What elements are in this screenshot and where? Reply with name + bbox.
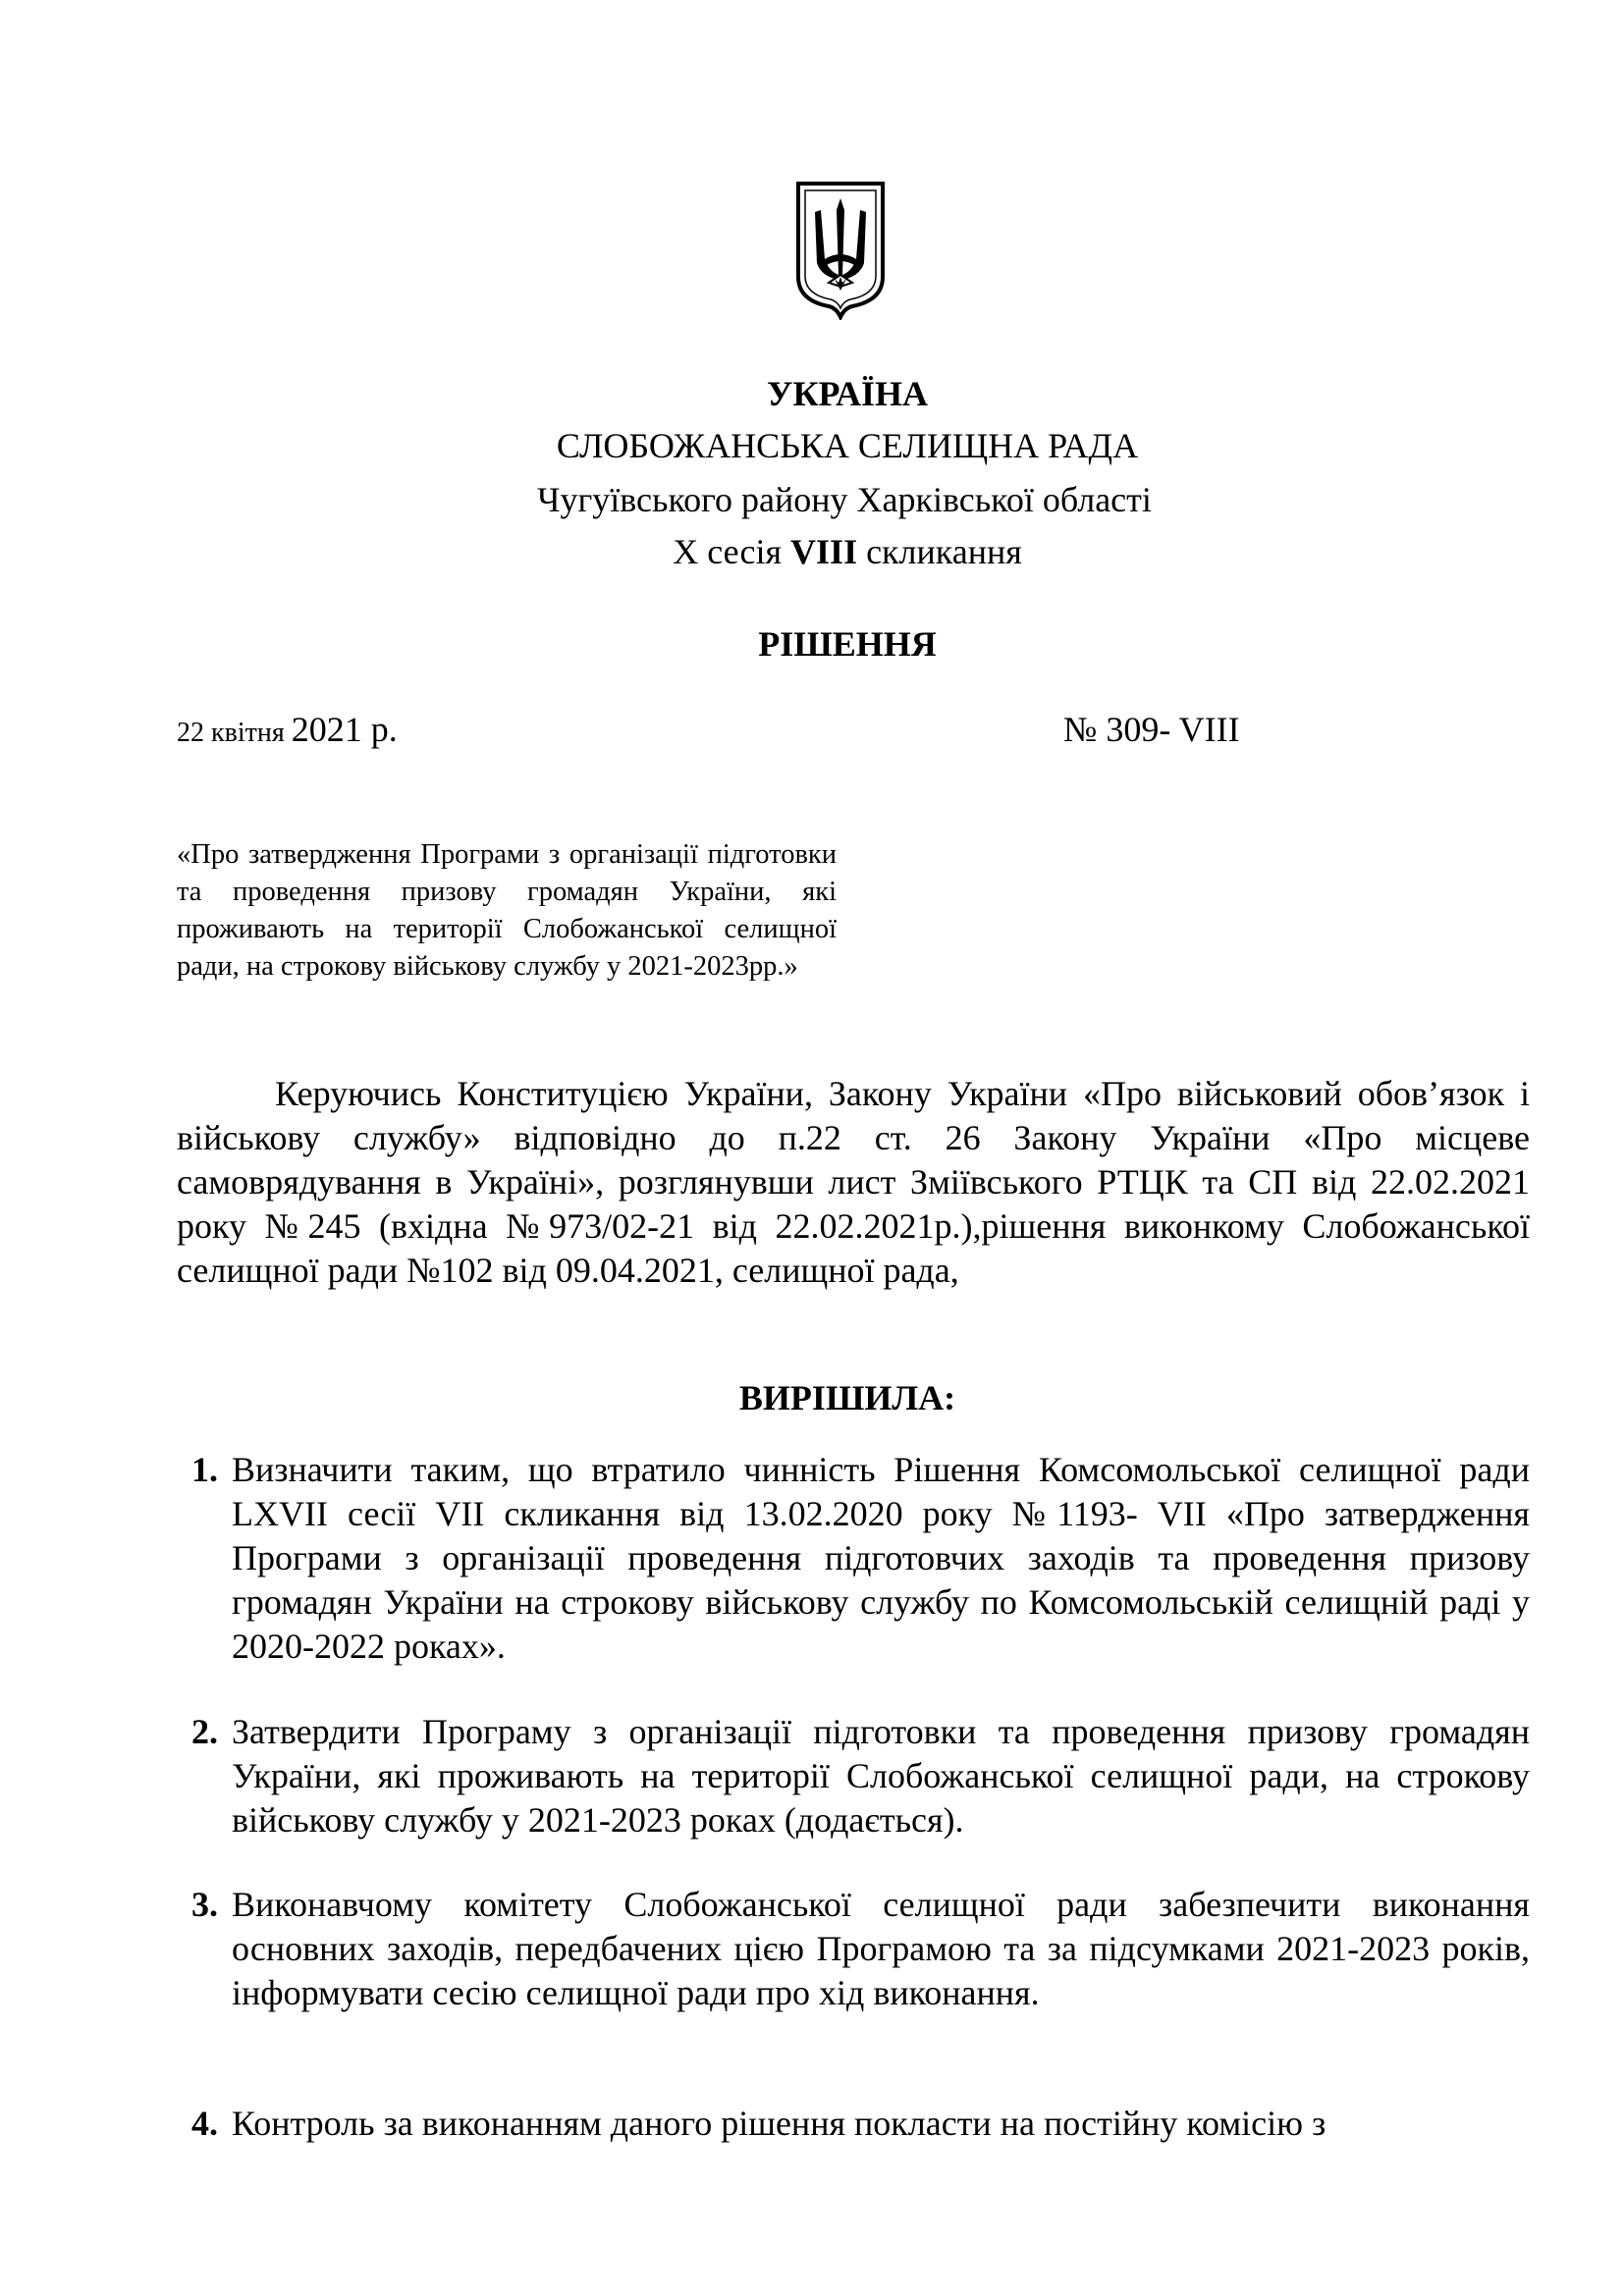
- list-item: [191, 1448, 1530, 1669]
- list-item-number: 2.: [191, 1712, 218, 1751]
- list-item-number: 4.: [191, 2104, 218, 2143]
- session-heading: [0, 531, 1624, 572]
- district-heading: Чугуївського району Харківської області: [537, 480, 1152, 519]
- country-heading: УКРАЇНА: [767, 374, 928, 413]
- decision-date: [177, 709, 398, 750]
- council-heading: СЛОБОЖАНСЬКА СЕЛИЩНА РАДА: [556, 426, 1139, 465]
- document-title: РІШЕННЯ: [758, 624, 937, 664]
- decided-heading: ВИРІШИЛА:: [738, 1378, 956, 1417]
- list-item-number: 3.: [191, 1885, 218, 1924]
- list-item-text: Контроль за виконанням даного рішення покласти на постійну комісію з: [232, 2104, 1326, 2143]
- list-item: [191, 2102, 1530, 2146]
- list-item-number: 1.: [191, 1450, 218, 1489]
- session-convocation: VIII: [790, 532, 858, 571]
- list-item: [191, 1883, 1530, 2015]
- list-item-text: Визначити таким, що втратило чинність Рішення Комсомольської селищної ради LXVII сесії VII скликання від 13.02.2020 року №1193- VII «Про затвердження Програми з організації проведення підготовчих заходів та проведення призову громадян України на строкову військову службу по Комсомольській селищній раді у 2020-2022 роках».: [232, 1450, 1530, 1666]
- preamble-text: Керуючись Конституцією України, Закону України «Про військовий обов’язок і військову службу» відповідно до п.22 ст. 26 Закону України «Про місцеве самоврядування в Україні», розглянувши лист Зміївського РТЦК та СП від 22.02.2021 року №245 (вхідна №973/02-21 від 22.02.2021р.),рішення виконкому Слобожанської селищної ради №102 від 09.04.2021, селищної рада,: [177, 1074, 1530, 1290]
- session-suffix: скликання: [857, 532, 1022, 571]
- date-day-month: 22 квітня: [177, 718, 292, 748]
- preamble: [177, 1072, 1530, 1293]
- coat-of-arms-icon: [795, 181, 886, 320]
- list-item-text: Затвердити Програму з організації підготовки та проведення призову громадян України, які проживають на території Слобожанської селищної ради, на строкову військову службу у 2021-2023 роках (додається).: [232, 1712, 1530, 1840]
- list-item-text: Виконавчому комітету Слобожанської селищної ради забезпечити виконання основних заходів, передбачених цією Програмою та за підсумками 2021-2023 років, інформувати сесію селищної ради про хід виконання.: [232, 1885, 1530, 2012]
- date-year: 2021 р.: [291, 710, 398, 749]
- decision-number: № 309- VIII: [1063, 710, 1240, 749]
- decision-subject: «Про затвердження Програми з організації підготовки та проведення призову громадян України, які проживають на території Слобожанської селищної ради, на строкову військову службу у 2021-2023рр.»: [177, 839, 837, 982]
- list-item: [191, 1710, 1530, 1842]
- session-prefix: X сесія: [673, 532, 791, 571]
